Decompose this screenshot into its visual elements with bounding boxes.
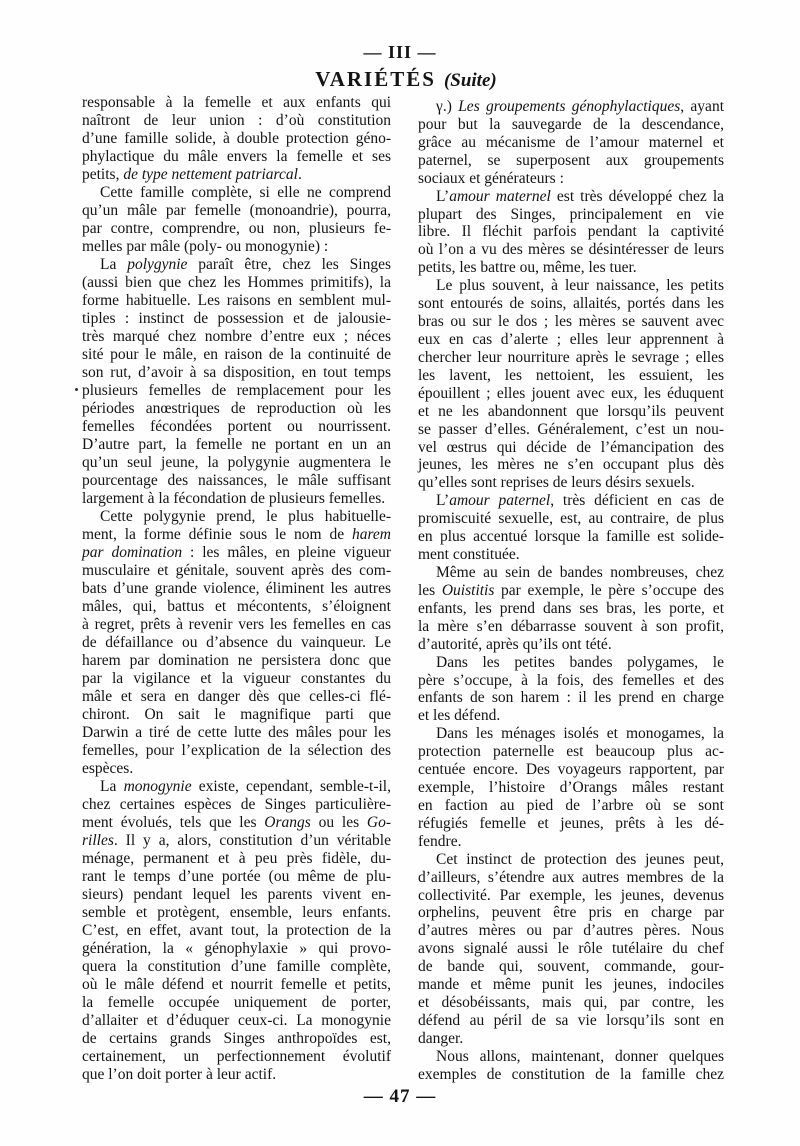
text-segment: vel œstrus qui décide de l’émancipation des: [418, 438, 724, 456]
page-number: — 47 —: [363, 1086, 437, 1107]
text-segment: ment constituée.: [418, 546, 520, 564]
text-segment: la mère s’en débarrasse souvent à son profit,: [418, 617, 724, 635]
text-segment: sité pour le mâle, en raison de la continuité de: [82, 346, 391, 363]
text-line: [82, 256, 391, 274]
text-line: [418, 528, 724, 546]
text-segment: ment, la forme définie sous le nom de: [82, 526, 352, 543]
text-segment: D’autre part, la femelle ne portant en un an: [82, 436, 391, 453]
text-segment: réfugiés femelle et jeunes, prêts à les dé-: [418, 814, 724, 832]
page-heading: [0, 65, 800, 96]
text-line: [82, 400, 391, 418]
text-line: [82, 94, 391, 112]
text-line: [82, 274, 391, 292]
text-line: [82, 436, 391, 454]
text-segment: plusieurs femelles de remplacement pour les: [82, 382, 391, 399]
text-segment: Même au sein de bandes nombreuses, chez: [436, 563, 724, 581]
text-line: [82, 184, 391, 202]
text-segment: grâce au mécanisme de l’amour maternel et: [418, 133, 724, 151]
text-line: [82, 760, 391, 778]
text-line: [82, 490, 391, 508]
paragraph: [418, 851, 724, 1048]
paragraph: [418, 98, 724, 188]
text-line: [82, 148, 391, 166]
text-line: [418, 474, 724, 492]
paragraph: [82, 256, 391, 508]
text-segment: pour but la sauvegarde de la descendance,: [418, 115, 724, 133]
text-line: [418, 743, 724, 761]
text-line: [82, 976, 391, 994]
italic-text: amour maternel: [449, 187, 551, 205]
text-segment: .: [297, 166, 302, 183]
paragraph: [418, 188, 724, 278]
text-segment: de défaillance ou d’absence du vainqueur. Le: [82, 634, 391, 651]
text-segment: d’allaiter et d’éduquer ceux-ci. La monogynie: [82, 1012, 391, 1029]
text-line: [418, 403, 724, 421]
text-line: [82, 958, 391, 976]
text-segment: quera la constitution d’une famille complète,: [82, 958, 391, 975]
text-segment: de bande qui, souvent, commande, gour-: [418, 958, 724, 976]
text-line: [82, 508, 391, 526]
text-segment: La: [100, 778, 124, 795]
text-segment: Nous allons, maintenant, donner quelques: [436, 1047, 724, 1065]
text-line: [82, 616, 391, 634]
text-segment: (aussi bien que chez les Hommes primitifs), la: [82, 274, 391, 291]
text-line: [418, 456, 724, 474]
text-segment: qu’un mâle par femelle (monoandrie), pourra,: [82, 202, 391, 219]
text-segment: orphelins, peuvent être pris en charge par: [418, 904, 724, 922]
text-line: [418, 277, 724, 295]
text-segment: et désobéissants, mais qui, par contre, les: [418, 994, 724, 1012]
text-segment: naîtront de leur union : d’où constitution: [82, 112, 391, 129]
text-segment: collectivité. Par exemple, les jeunes, devenus: [418, 886, 724, 904]
text-segment: que l’on doit porter à leur actif.: [82, 1066, 277, 1083]
text-line: [82, 940, 391, 958]
text-segment: avons signalé aussi le rôle tutélaire du chef: [418, 940, 724, 958]
right-column: [418, 98, 724, 1084]
text-segment: par exemple, le père s’occupe des: [494, 581, 724, 599]
text-line: [418, 815, 724, 833]
italic-text: Ouistitis: [441, 581, 495, 599]
text-line: [82, 868, 391, 886]
text-line: [418, 1066, 724, 1084]
text-segment: sociaux et générateurs :: [418, 169, 564, 187]
text-line: [418, 439, 724, 457]
text-segment: en faction au pied de l’arbre où se sont: [418, 796, 724, 814]
text-line: [418, 206, 724, 224]
text-line: [82, 346, 391, 364]
text-line: [418, 98, 724, 116]
text-segment: : les mâles, en pleine vigueur: [182, 544, 391, 561]
text-line: [82, 220, 391, 238]
text-line: [418, 492, 724, 510]
text-line: [82, 418, 391, 436]
text-line: [82, 292, 391, 310]
text-segment: responsable à la femelle et aux enfants qui: [82, 94, 391, 111]
text-line: [418, 761, 724, 779]
text-line: [418, 134, 724, 152]
text-line: [82, 1066, 391, 1084]
text-line: [82, 904, 391, 922]
text-segment: son rut, d’avoir à sa disposition, en tout temps: [82, 364, 391, 381]
paragraph: [82, 184, 391, 256]
text-line: [82, 796, 391, 814]
text-line: [82, 112, 391, 130]
paragraph: [418, 654, 724, 726]
text-line: [82, 832, 391, 850]
text-segment: enfants de son harem : il les prend en charge: [418, 689, 724, 707]
text-segment: père s’occupe, à la fois, des femelles et des: [418, 671, 724, 689]
text-segment: protection paternelle est beaucoup plus ac-: [418, 743, 724, 761]
text-segment: exemple, l’histoire d’Orangs mâles restant: [418, 779, 724, 797]
text-segment: qu’un seul jeune, la polygynie augmentera le: [82, 454, 391, 471]
text-line: [82, 1030, 391, 1048]
text-line: [82, 382, 391, 400]
text-line: [82, 724, 391, 742]
text-segment: eux en cas d’alerte ; elles leur apprennent à: [418, 330, 724, 348]
text-segment: chez certaines espèces de Singes particulière-: [82, 796, 391, 813]
text-segment: jeunes, les mères ne s’en occupant plus dès: [418, 456, 724, 474]
page-subtitle: (Suite): [443, 70, 497, 91]
text-line: [82, 526, 391, 544]
text-segment: espèces.: [82, 760, 134, 777]
text-line: [82, 706, 391, 724]
text-segment: très marqué chez nombre d’entre eux ; néces: [82, 328, 391, 345]
text-line: [418, 922, 724, 940]
text-segment: mâle et sera en danger dès que celles-ci flé-: [82, 688, 391, 705]
text-segment: L’: [436, 187, 450, 205]
text-line: [82, 310, 391, 328]
text-line: [82, 994, 391, 1012]
text-segment: plupart des Singes, principalement en vie: [418, 205, 724, 223]
text-line: [82, 922, 391, 940]
text-segment: où l’on a vu des mères se désintéresser de leurs: [418, 241, 724, 259]
text-segment: Le plus souvent, à leur naissance, les petits: [436, 277, 724, 295]
text-segment: d’une famille solide, à double protection géno-: [82, 130, 391, 147]
text-segment: paraît être, chez les Singes: [187, 256, 391, 273]
text-segment: sieurs) pendant lequel les parents vivent en-: [82, 886, 391, 903]
text-segment: fendre.: [418, 832, 462, 850]
text-segment: harem par domination ne persistera donc que: [82, 652, 391, 669]
text-segment: défend au péril de sa vie lorsqu’ils sont en: [418, 1012, 724, 1030]
text-segment: bras ou sur le dos ; les mères se sauvent avec: [418, 313, 724, 331]
italic-text: de type nettement patriarcal: [123, 166, 298, 183]
text-segment: qu’elles sont reprises de leurs désirs sexuels.: [418, 474, 695, 492]
text-line: [418, 636, 724, 654]
text-line: [418, 421, 724, 439]
text-segment: par contre, comprendre, ou non, plusieurs fe-: [82, 220, 391, 237]
text-segment: périodes anœstriques de reproduction où les: [82, 400, 391, 417]
text-segment: rant le temps d’une portée (ou même de plu-: [82, 868, 391, 885]
text-line: [82, 1048, 391, 1066]
text-segment: d’autres mères ou par d’autres pères. Nous: [418, 922, 724, 940]
text-segment: certainement, un perfectionnement évolutif: [82, 1048, 391, 1065]
text-line: [418, 313, 724, 331]
text-line: [418, 618, 724, 636]
text-line: [418, 241, 724, 259]
text-line: [418, 170, 724, 188]
text-segment: danger.: [418, 1029, 464, 1047]
text-segment: épouillent ; elles jouent avec eux, les éduquent: [418, 384, 724, 402]
text-segment: Dans les petites bandes polygames, le: [436, 653, 724, 671]
italic-text: Les groupements génophylactiques: [458, 98, 681, 115]
paragraph: [418, 277, 724, 492]
text-line: [82, 652, 391, 670]
text-line: [82, 634, 391, 652]
text-segment: d’ailleurs, s’étendre aux autres membres de la: [418, 868, 724, 886]
text-line: [82, 580, 391, 598]
text-line: [418, 564, 724, 582]
text-line: [418, 689, 724, 707]
text-segment: génération, la « génophylaxie » qui provo-: [82, 940, 391, 957]
paragraph: [82, 508, 391, 778]
text-line: [418, 223, 724, 241]
text-line: [418, 725, 724, 743]
text-line: [82, 238, 391, 256]
text-segment: femelles fécondées portent ou nourrissent.: [82, 418, 391, 435]
text-segment: C’est, en effet, avant tout, la protection de la: [82, 922, 391, 939]
text-segment: à regret, prêts à revenir vers les femelles en cas: [82, 616, 391, 633]
text-segment: pourcentage des naissances, le mâle suffisant: [82, 472, 391, 489]
left-column: [82, 94, 391, 1084]
text-line: [418, 546, 724, 564]
text-segment: et les défend.: [418, 707, 501, 725]
text-segment: exemples de constitution de la famille chez: [418, 1065, 724, 1083]
text-line: [82, 850, 391, 868]
text-line: [82, 166, 391, 184]
text-line: [82, 778, 391, 796]
text-segment: . Il y a, alors, constitution d’un véritable: [113, 832, 391, 849]
text-segment: de certains grands Singes anthropoïdes est,: [82, 1030, 391, 1047]
text-line: [418, 904, 724, 922]
text-segment: femelles, pour l’explication de la sélection des: [82, 742, 391, 759]
text-segment: chiront. On sait le magnifique parti que: [82, 706, 391, 723]
text-line: [82, 544, 391, 562]
text-segment: et ne les abandonnent que lorsqu’ils peuvent: [418, 402, 724, 420]
text-line: [82, 364, 391, 382]
text-line: [418, 152, 724, 170]
text-segment: , très déficient en cas de: [550, 492, 724, 510]
text-segment: γ.): [436, 98, 459, 115]
text-segment: Cette polygynie prend, le plus habituelle-: [100, 508, 391, 525]
text-line: [418, 367, 724, 385]
text-line: [418, 600, 724, 618]
text-segment: petits,: [82, 166, 124, 183]
text-line: [82, 598, 391, 616]
text-segment: melles par mâle (poly- ou monogynie) :: [82, 238, 329, 255]
text-line: [82, 328, 391, 346]
text-line: [418, 887, 724, 905]
text-line: [82, 562, 391, 580]
text-line: [418, 833, 724, 851]
italic-text: monogynie: [123, 778, 192, 795]
text-line: [82, 814, 391, 832]
text-line: [418, 707, 724, 725]
text-line: [82, 886, 391, 904]
italic-text: harem: [351, 526, 391, 543]
text-line: [82, 1012, 391, 1030]
text-line: [418, 331, 724, 349]
text-segment: bats d’une grande violence, éliminent les autres: [82, 580, 391, 597]
text-segment: musculaire et génitale, souvent après des com-: [82, 562, 391, 579]
text-line: [418, 1012, 724, 1030]
text-segment: Cet instinct de protection des jeunes peut,: [436, 850, 724, 868]
text-line: [418, 994, 724, 1012]
text-segment: tiples : instinct de possession et de jalousie-: [82, 310, 391, 327]
page-title: VARIÉTÉS: [315, 67, 436, 91]
text-segment: sont entourés de soins, allaités, portés dans les: [418, 295, 724, 313]
text-segment: mâles, qui, battus et mécontents, s’éloignent: [82, 598, 391, 615]
italic-text: rilles: [82, 832, 114, 849]
italic-text: par domination: [82, 544, 183, 561]
text-line: [418, 1048, 724, 1066]
text-segment: paternel, se superposent aux groupements: [418, 151, 724, 169]
text-segment: se passer d’elles. Généralement, c’est un nou-: [418, 420, 724, 438]
text-segment: promiscuité sexuelle, est, au contraire, de plus: [418, 510, 724, 528]
text-segment: les: [418, 581, 442, 599]
text-line: [418, 958, 724, 976]
text-line: [418, 259, 724, 277]
italic-text: polygynie: [127, 256, 188, 273]
text-line: [418, 510, 724, 528]
italic-text: amour paternel: [449, 492, 551, 510]
text-line: [418, 940, 724, 958]
text-line: [418, 869, 724, 887]
text-segment: par la vigilance et la vigueur constantes du: [82, 670, 391, 687]
text-segment: mande et même punit les jeunes, indociles: [418, 976, 724, 994]
text-line: [418, 976, 724, 994]
text-segment: La: [100, 256, 128, 273]
text-segment: Cette famille complète, si elle ne comprend: [100, 184, 391, 201]
section-number: — III —: [363, 42, 437, 62]
text-line: [418, 1030, 724, 1048]
text-line: [82, 130, 391, 148]
text-segment: centuée encore. Des voyageurs rapportent, par: [418, 761, 724, 779]
text-line: [82, 202, 391, 220]
text-line: [418, 851, 724, 869]
text-segment: où le mâle défend et nourrit femelle et petits,: [82, 976, 391, 993]
text-segment: libre. Il fléchit parfois pendant la captivité: [418, 223, 724, 241]
text-segment: largement à la fécondation de plusieurs femelles.: [82, 490, 386, 507]
text-segment: en plus accentué lorsque la famille est solide-: [418, 528, 724, 546]
text-segment: semble et protègent, ensemble, leurs enfants.: [82, 904, 391, 921]
paragraph: [418, 564, 724, 654]
text-line: [418, 188, 724, 206]
text-line: [418, 797, 724, 815]
text-segment: ménage, permanent et à peu près fidèle, du-: [82, 850, 391, 867]
italic-text: Orangs: [264, 814, 311, 831]
paragraph: [82, 94, 391, 184]
text-segment: la femelle occupée uniquement de porter,: [82, 994, 391, 1011]
italic-text: Go-: [366, 814, 392, 831]
text-segment: d’autorité, après qu’ils ont tété.: [418, 635, 612, 653]
text-segment: ment évolués, tels que les: [82, 814, 265, 831]
text-segment: Dans les ménages isolés et monogames, la: [436, 725, 724, 743]
text-segment: , ayant: [680, 98, 724, 115]
text-segment: petits, les battre ou, même, les tuer.: [418, 259, 637, 277]
paragraph: [82, 778, 391, 1084]
text-segment: phylactique du mâle envers la femelle et ses: [82, 148, 391, 165]
text-line: [82, 472, 391, 490]
text-line: [418, 672, 724, 690]
text-segment: forme habituelle. Les raisons en semblent mul-: [82, 292, 391, 309]
text-line: [82, 454, 391, 472]
text-segment: existe, cependant, semble-t-il,: [191, 778, 391, 795]
scan-dot-mark: [75, 388, 78, 391]
text-line: [82, 742, 391, 760]
text-line: [418, 349, 724, 367]
text-line: [418, 654, 724, 672]
paragraph: [418, 492, 724, 564]
text-segment: enfants, les prend dans ses bras, les porte, et: [418, 599, 724, 617]
paragraph: [418, 1048, 724, 1084]
text-line: [82, 688, 391, 706]
text-line: [418, 385, 724, 403]
text-line: [418, 116, 724, 134]
paragraph: [418, 725, 724, 850]
text-segment: Darwin a tiré de cette lutte des mâles pour les: [82, 724, 391, 741]
text-line: [82, 670, 391, 688]
text-segment: les lavent, les nettoient, les essuient, les: [418, 366, 724, 384]
text-segment: est très développé chez la: [550, 187, 725, 205]
text-line: [418, 779, 724, 797]
text-line: [418, 295, 724, 313]
text-segment: ou les: [310, 814, 367, 831]
text-segment: L’: [436, 492, 450, 510]
text-line: [418, 582, 724, 600]
text-segment: chercher leur nourriture après le sevrage ; elles: [418, 348, 724, 366]
